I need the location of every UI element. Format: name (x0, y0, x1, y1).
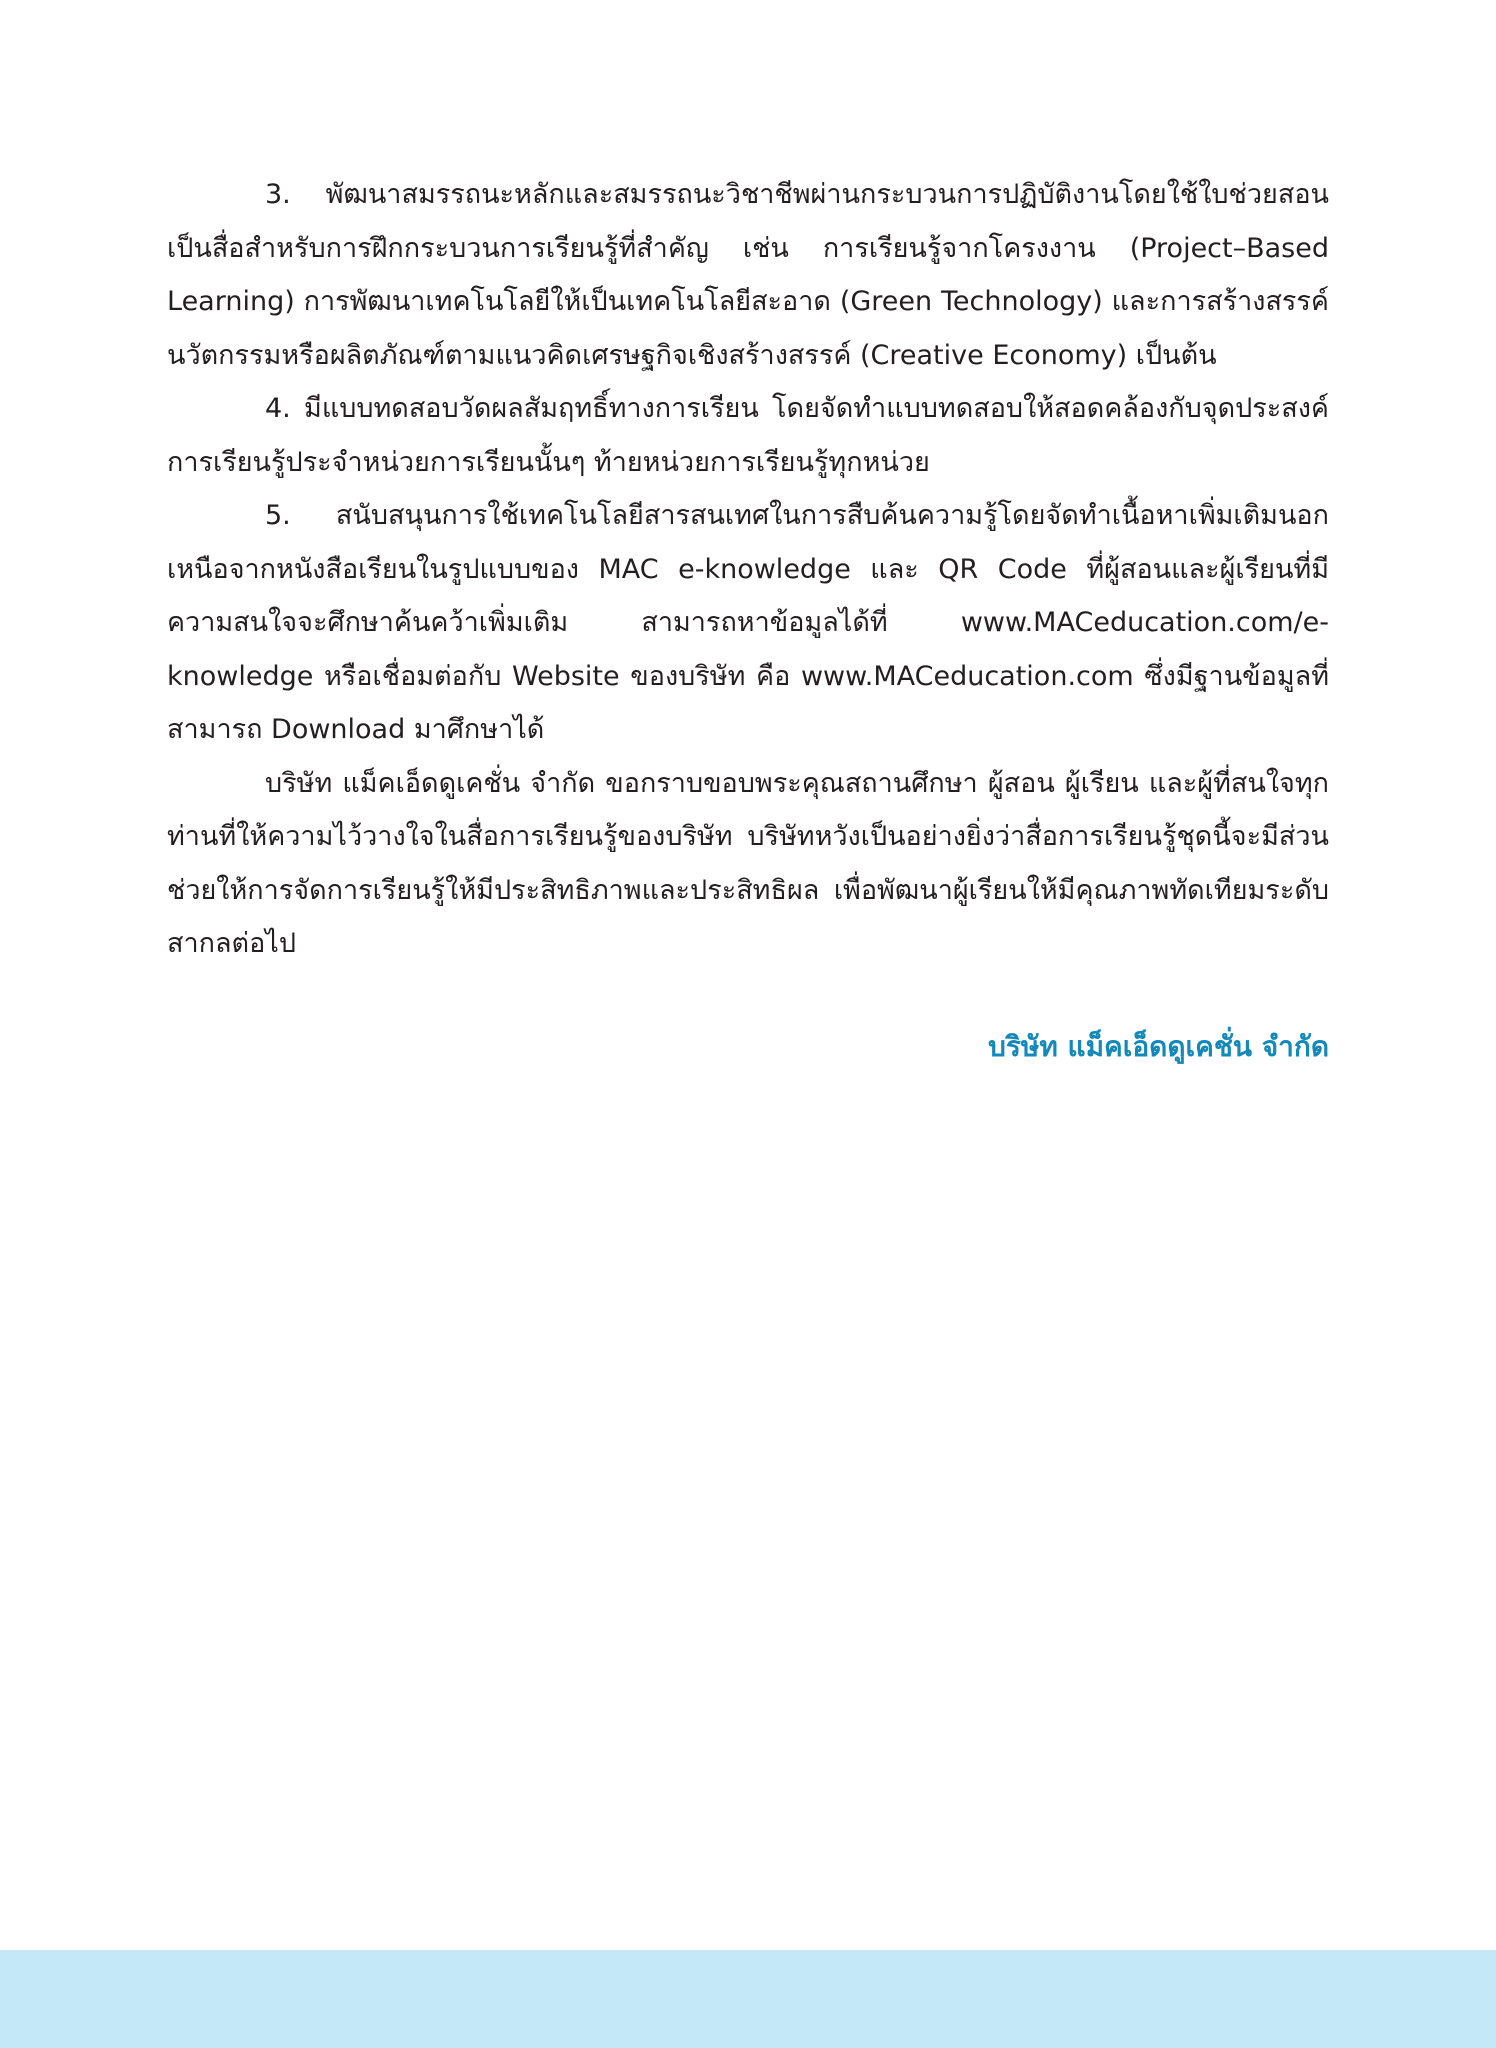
body-text (167, 168, 1329, 971)
paragraph-item-5: 5. สนับสนุนการใช้เทคโนโลยีสารสนเทศในการสืบค้นความรู้โดยจัดทำเนื้อหาเพิ่มเติมนอกเหนือจากหนังสือเรียนในรูปแบบของ MAC e-knowledge และ QR Code ที่ผู้สอนและผู้เรียนที่มีความสนใจจะศึกษาค้นคว้าเพิ่มเติม สามารถหาข้อมูลได้ที่ www.MACeducation.com/e-knowledge หรือเชื่อมต่อกับ Website ของบริษัท คือ www.MACeducation.com ซึ่งมีฐานข้อมูลที่สามารถ Download มาศึกษาได้ (167, 500, 1329, 745)
footer-band (0, 1950, 1496, 2048)
paragraph-item-4: 4. มีแบบทดสอบวัดผลสัมฤทธิ์ทางการเรียน โดยจัดทำแบบทดสอบให้สอดคล้องกับจุดประสงค์การเรียนรู้ประจำหน่วยการเรียนนั้นๆ ท้ายหน่วยการเรียนรู้ทุกหน่วย (167, 393, 1329, 478)
paragraph-item-3: 3. พัฒนาสมรรถนะหลักและสมรรถนะวิชาชีพผ่านกระบวนการปฏิบัติงานโดยใช้ใบช่วยสอนเป็นสื่อสำหรับการฝึกกระบวนการเรียนรู้ที่สำคัญ เช่น การเรียนรู้จากโครงงาน (Project–Based Learning) การพัฒนาเทคโนโลยีให้เป็นเทคโนโลยีสะอาด (Green Technology) และการสร้างสรรค์นวัตกรรมหรือผลิตภัณฑ์ตามแนวคิดเศรษฐกิจเชิงสร้างสรรค์ (Creative Economy) เป็นต้น (167, 179, 1329, 371)
company-signature: บริษัท แม็คเอ็ดดูเคชั่น จำกัด (988, 1030, 1329, 1063)
paragraph-closing: บริษัท แม็คเอ็ดดูเคชั่น จำกัด ขอกราบขอบพระคุณสถานศึกษา ผู้สอน ผู้เรียน และผู้ที่สนใจทุกท่านที่ให้ความไว้วางใจในสื่อการเรียนรู้ของบริษัท บริษัทหวังเป็นอย่างยิ่งว่าสื่อการเรียนรู้ชุดนี้จะมีส่วนช่วยให้การจัดการเรียนรู้ให้มีประสิทธิภาพและประสิทธิผล เพื่อพัฒนาผู้เรียนให้มีคุณภาพทัดเทียมระดับสากลต่อไป (167, 767, 1329, 959)
